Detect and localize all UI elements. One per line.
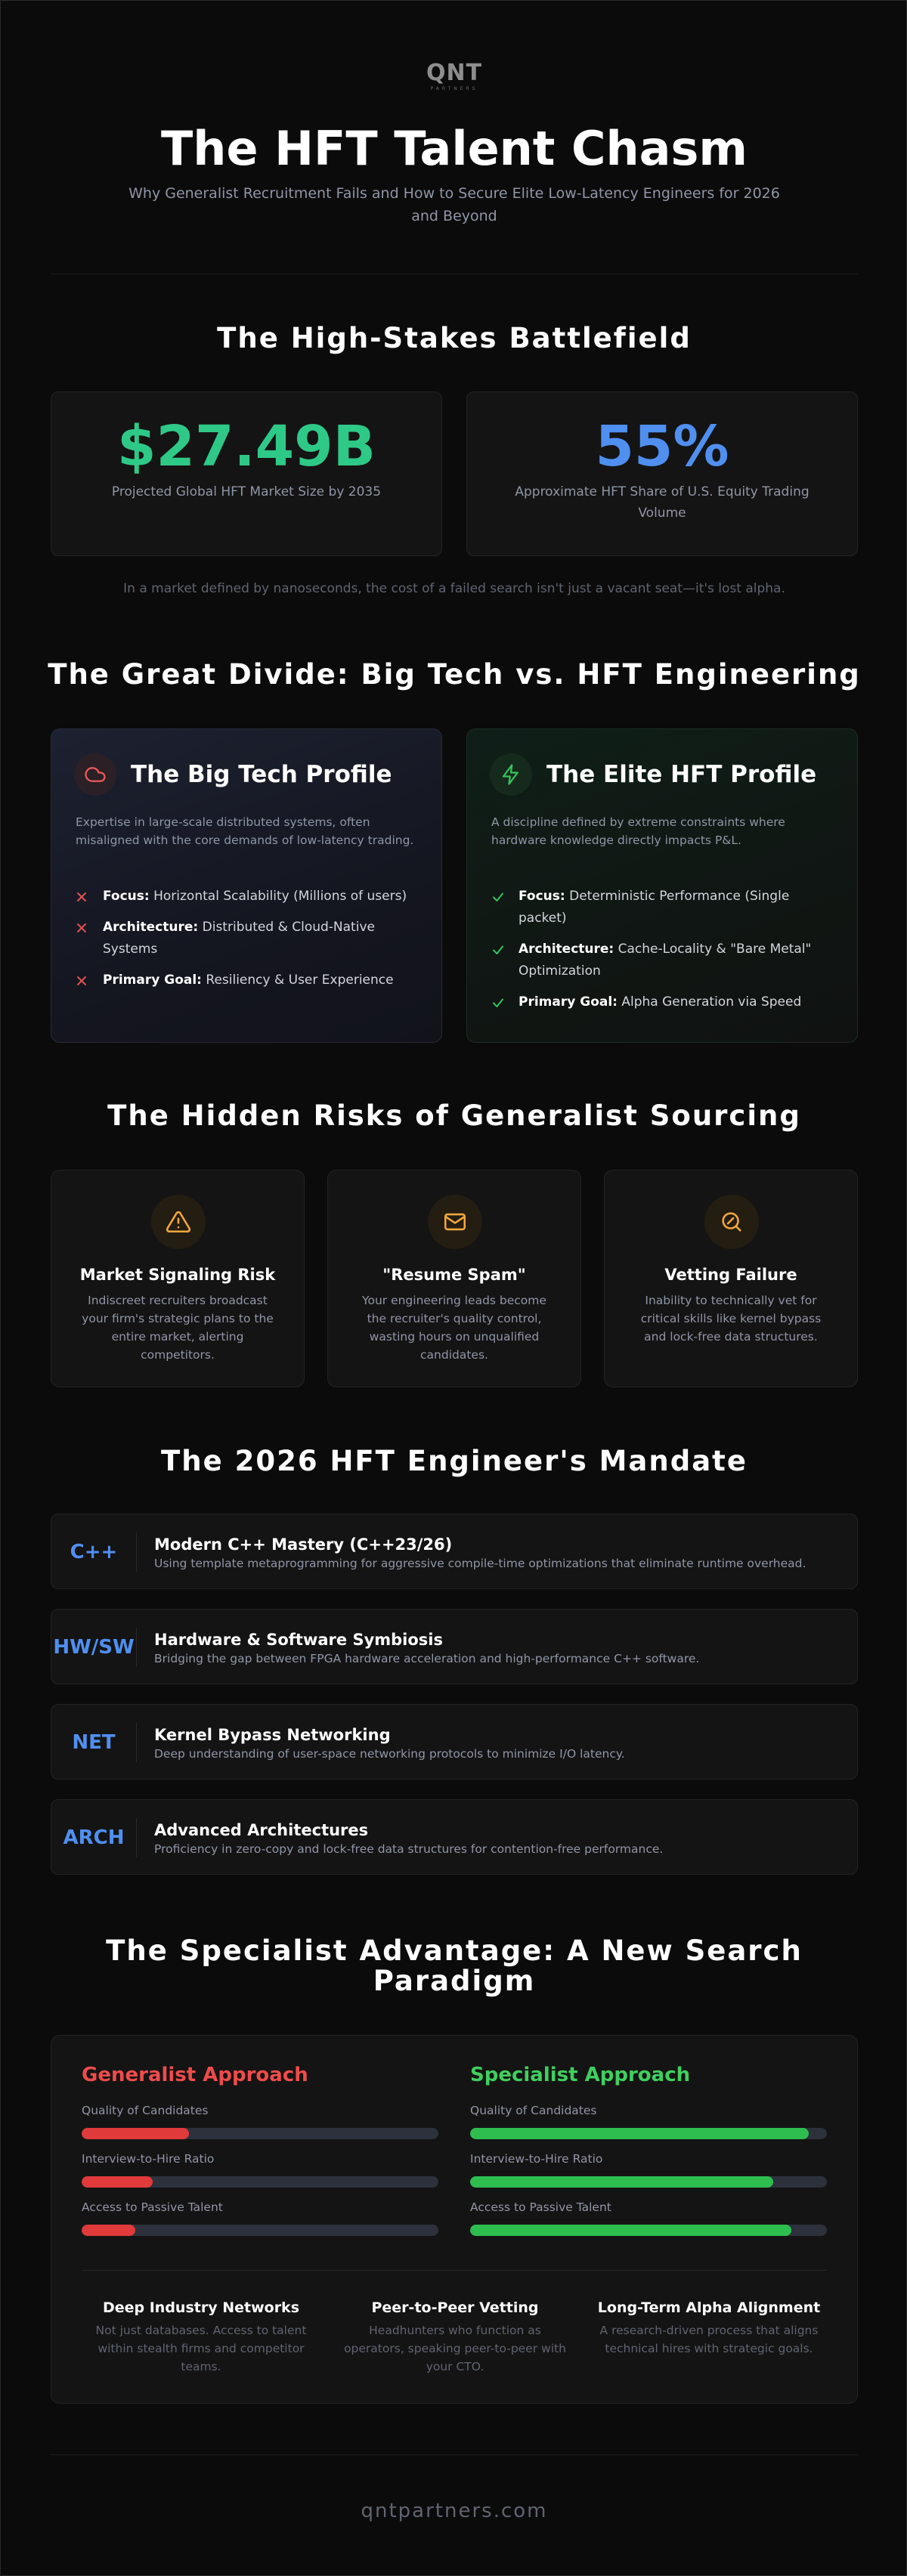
- section-title-mandate: The 2026 HFT Engineer's Mandate: [161, 1445, 748, 1477]
- mandate-code: C++: [70, 1541, 118, 1563]
- divider: [51, 2454, 858, 2455]
- stat-card-equity-share: [466, 391, 858, 556]
- progress-fill: [470, 2225, 791, 2236]
- mandate-description: Using template metaprogramming for aggressive compile-time optimizations that eliminate runtime overhead.: [154, 1557, 806, 1570]
- feature-alpha-alignment: [582, 2297, 836, 2358]
- mandate-description: Deep understanding of user-space networking protocols to minimize I/O latency.: [154, 1747, 625, 1761]
- lightning-icon: [490, 753, 532, 796]
- mandate-row-cpp: [51, 1514, 858, 1589]
- metric-row: [470, 2151, 827, 2188]
- stat-value: $27.49B: [117, 414, 376, 479]
- attribute-text: Distributed & Cloud-Native Systems: [103, 920, 375, 957]
- mail-icon: [428, 1195, 482, 1249]
- metric-label: Access to Passive Talent: [470, 2200, 611, 2214]
- mandate-title: Hardware & Software Symbiosis: [154, 1631, 443, 1649]
- attribute-label: Focus:: [519, 889, 565, 904]
- attribute-label: Primary Goal:: [519, 994, 618, 1010]
- feature-description: A research-driven process that aligns technical hires with strategic goals.: [599, 2324, 819, 2355]
- feature-title: Long-Term Alpha Alignment: [597, 2299, 821, 2316]
- section-title-battlefield: The High-Stakes Battlefield: [217, 322, 692, 354]
- section-title-divide: The Great Divide: Big Tech vs. HFT Engineering: [48, 658, 861, 691]
- risk-card-resume-spam: [327, 1170, 581, 1387]
- divider: [136, 1723, 137, 1762]
- big-tech-profile-card: [51, 728, 442, 1043]
- mandate-code: ARCH: [63, 1826, 125, 1849]
- hft-profile-card: [466, 728, 858, 1043]
- metric-label: Access to Passive Talent: [82, 2200, 223, 2214]
- logo-mark: QNT: [426, 60, 483, 86]
- check-icon: [491, 991, 519, 1013]
- attribute-label: Architecture:: [103, 920, 199, 935]
- mandate-description: Proficiency in zero-copy and lock-free data structures for contention-free performance.: [154, 1842, 664, 1856]
- progress-track: [82, 2225, 438, 2236]
- risk-description: Your engineering leads become the recruiter's quality control, wasting hours on unqualified candidates.: [362, 1294, 546, 1362]
- profile-description: Expertise in large-scale distributed systems, often misaligned with the core demands of low-latency trading.: [76, 815, 414, 847]
- mandate-code: HW/SW: [53, 1636, 135, 1659]
- search-slash-icon: [704, 1195, 759, 1249]
- list-item: [76, 969, 417, 991]
- divider: [136, 1818, 137, 1857]
- attribute-text: Deterministic Performance (Single packet): [519, 889, 790, 926]
- feature-title: Peer-to-Peer Vetting: [371, 2299, 539, 2316]
- profile-title: The Elite HFT Profile: [546, 761, 817, 788]
- progress-fill: [82, 2176, 153, 2188]
- metric-label: Quality of Candidates: [82, 2104, 209, 2117]
- mandate-description: Bridging the gap between FPGA hardware acceleration and high-performance C++ software.: [154, 1652, 700, 1665]
- feature-deep-networks: [74, 2297, 328, 2376]
- section-title-risks: The Hidden Risks of Generalist Sourcing: [107, 1099, 801, 1132]
- mandate-row-hw-sw: [51, 1609, 858, 1684]
- approach-title: Generalist Approach: [82, 2064, 308, 2086]
- cloud-icon: [74, 753, 116, 796]
- approach-title: Specialist Approach: [470, 2064, 691, 2086]
- page-title: The HFT Talent Chasm: [161, 121, 748, 176]
- divider: [136, 1532, 137, 1572]
- profile-attribute-list: [491, 886, 833, 1022]
- risk-card-vetting-failure: [604, 1170, 858, 1387]
- warning-icon: [151, 1195, 206, 1249]
- progress-fill: [470, 2176, 773, 2188]
- progress-track: [82, 2128, 438, 2139]
- metric-label: Interview-to-Hire Ratio: [82, 2152, 215, 2166]
- progress-fill: [82, 2225, 135, 2236]
- page-subtitle: Why Generalist Recruitment Fails and How to Secure Elite Low-Latency Engineers for 2026 and Beyond: [128, 185, 780, 224]
- section-title-advantage-line2: Paradigm: [373, 1965, 536, 1997]
- profile-description: A discipline defined by extreme constraints where hardware knowledge directly impacts P&L.: [491, 815, 785, 847]
- mandate-code: NET: [72, 1731, 116, 1754]
- mandate-title: Modern C++ Mastery (C++23/26): [154, 1535, 453, 1554]
- metric-row: [82, 2199, 438, 2236]
- battlefield-tagline: In a market defined by nanoseconds, the cost of a failed search isn't just a vacant seat—it's lost alpha.: [123, 581, 785, 596]
- mandate-title: Kernel Bypass Networking: [154, 1726, 391, 1744]
- progress-track: [82, 2176, 438, 2188]
- risk-description: Inability to technically vet for critical skills like kernel bypass and lock-free data structures.: [640, 1294, 822, 1344]
- mandate-row-net: [51, 1704, 858, 1780]
- metric-label: Interview-to-Hire Ratio: [470, 2152, 603, 2166]
- list-item: [76, 886, 417, 908]
- stat-value: 55%: [595, 414, 729, 479]
- progress-track: [470, 2225, 827, 2236]
- attribute-text: Horizontal Scalability (Millions of users): [153, 889, 407, 904]
- feature-title: Deep Industry Networks: [102, 2299, 300, 2316]
- profile-title: The Big Tech Profile: [131, 761, 392, 788]
- footer-website-link[interactable]: qntpartners.com: [361, 2500, 548, 2522]
- metric-row: [470, 2199, 827, 2236]
- risk-title: Market Signaling Risk: [79, 1266, 276, 1284]
- attribute-text: Cache-Locality & "Bare Metal" Optimization: [519, 942, 812, 979]
- feature-description: Headhunters who function as operators, speaking peer-to-peer with your CTO.: [344, 2324, 566, 2373]
- metric-label: Quality of Candidates: [470, 2104, 597, 2117]
- divider: [82, 2270, 827, 2271]
- list-item: [76, 917, 417, 960]
- risk-card-market-signaling: [51, 1170, 305, 1387]
- stat-label: Projected Global HFT Market Size by 2035: [111, 484, 382, 499]
- metric-row: [470, 2102, 827, 2139]
- mandate-row-arch: [51, 1799, 858, 1875]
- x-mark-icon: [76, 917, 103, 939]
- attribute-label: Focus:: [103, 889, 150, 904]
- attribute-label: Primary Goal:: [103, 973, 202, 988]
- brand-logo: [1, 60, 907, 92]
- risk-title: "Resume Spam": [382, 1266, 526, 1284]
- progress-track: [470, 2128, 827, 2139]
- feature-description: Not just databases. Access to talent within stealth firms and competitor teams.: [95, 2324, 307, 2373]
- risk-title: Vetting Failure: [664, 1266, 797, 1284]
- metric-row: [82, 2151, 438, 2188]
- attribute-text: Resiliency & User Experience: [206, 973, 394, 988]
- x-mark-icon: [76, 886, 103, 908]
- progress-track: [470, 2176, 827, 2188]
- risk-description: Indiscreet recruiters broadcast your firm's strategic plans to the entire market, alerting competitors.: [82, 1294, 274, 1362]
- stat-card-market-size: [51, 391, 442, 556]
- progress-fill: [82, 2128, 189, 2139]
- list-item: [491, 886, 833, 929]
- divider: [136, 1628, 137, 1667]
- attribute-label: Architecture:: [519, 942, 614, 957]
- stat-label: Approximate HFT Share of U.S. Equity Trading Volume: [515, 484, 809, 521]
- mandate-title: Advanced Architectures: [154, 1821, 369, 1839]
- list-item: [491, 991, 833, 1013]
- attribute-text: Alpha Generation via Speed: [621, 994, 802, 1010]
- approach-comparison-card: [51, 2035, 858, 2404]
- progress-fill: [470, 2128, 809, 2139]
- metric-row: [82, 2102, 438, 2139]
- check-icon: [491, 886, 519, 908]
- logo-subtext: PARTNERS: [430, 86, 478, 91]
- section-title-advantage-line1: The Specialist Advantage: A New Search: [106, 1934, 803, 1967]
- list-item: [491, 939, 833, 982]
- feature-peer-vetting: [328, 2297, 582, 2376]
- profile-attribute-list: [76, 886, 417, 1000]
- check-icon: [491, 939, 519, 960]
- x-mark-icon: [76, 969, 103, 991]
